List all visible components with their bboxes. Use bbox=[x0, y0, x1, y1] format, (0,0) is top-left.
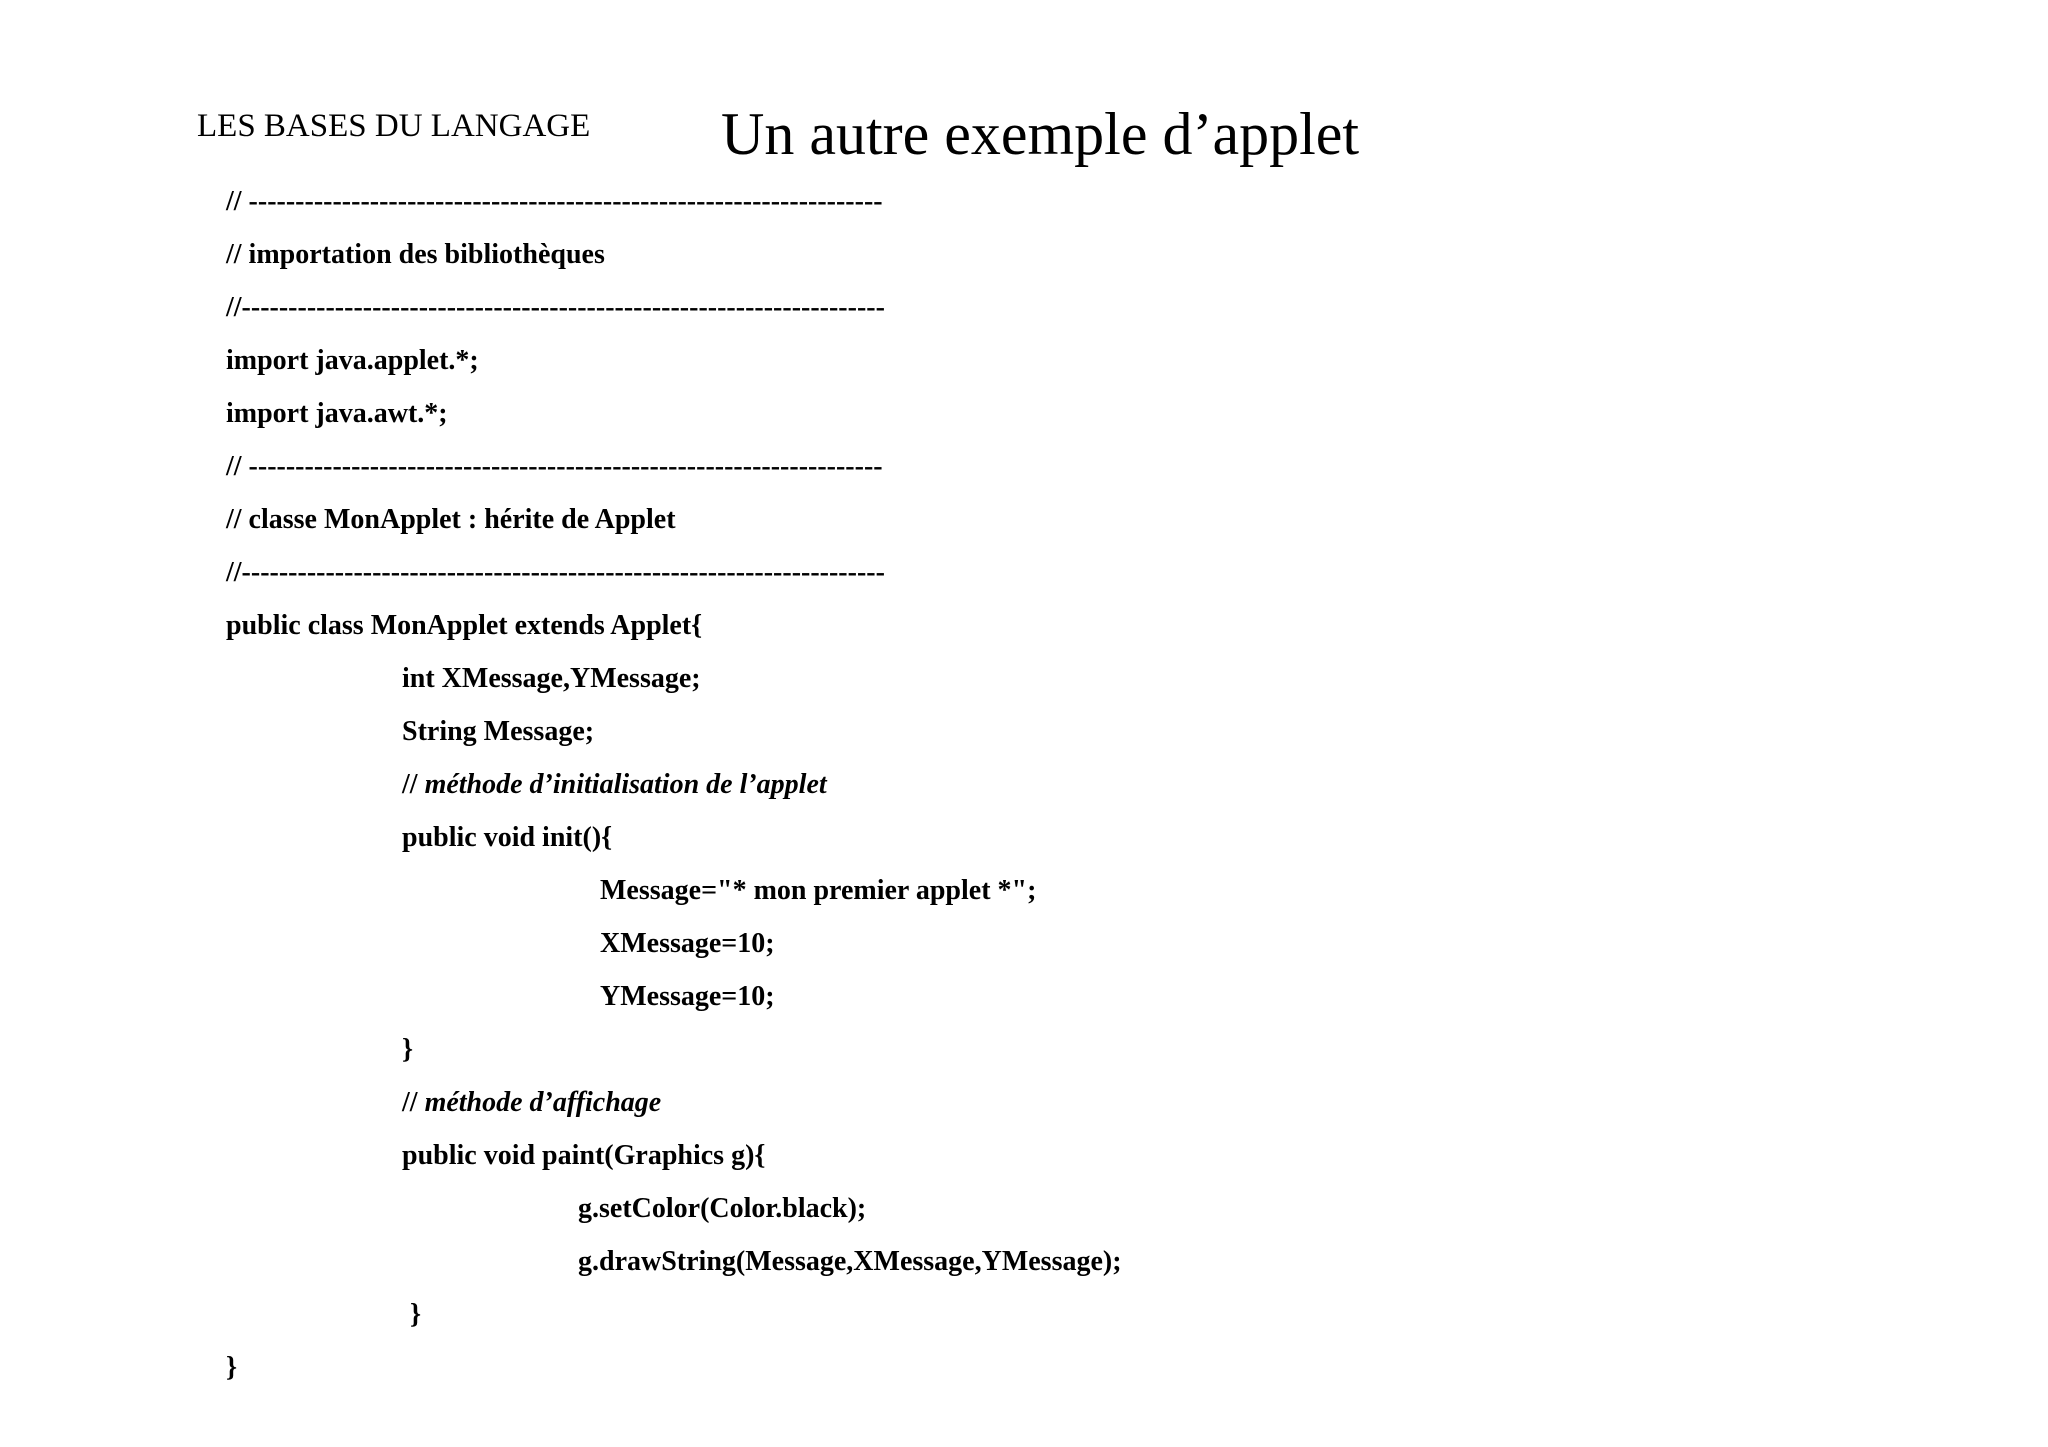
field-declaration-string: String Message; bbox=[402, 716, 595, 747]
close-brace-class: } bbox=[226, 1352, 238, 1383]
comment-paint bbox=[402, 1085, 661, 1121]
set-color-call: g.setColor(Color.black); bbox=[578, 1193, 867, 1224]
comment-prefix: // bbox=[402, 1087, 425, 1118]
slide-title: Un autre exemple d’applet bbox=[721, 101, 1360, 167]
assign-y: YMessage=10; bbox=[600, 981, 775, 1012]
field-declaration-ints: int XMessage,YMessage; bbox=[402, 663, 701, 694]
separator-line: // -------------------------------------------------------------------- bbox=[226, 186, 883, 217]
separator-line: //--------------------------------------------------------------------- bbox=[226, 557, 885, 588]
comment-text: méthode d’initialisation de l’applet bbox=[424, 769, 827, 800]
section-label: LES BASES DU LANGAGE bbox=[197, 108, 591, 144]
init-method-declaration: public void init(){ bbox=[402, 822, 613, 853]
class-declaration: public class MonApplet extends Applet{ bbox=[226, 610, 703, 641]
comment-imports: // importation des bibliothèques bbox=[226, 239, 605, 270]
assign-x: XMessage=10; bbox=[600, 928, 775, 959]
draw-string-call: g.drawString(Message,XMessage,YMessage); bbox=[578, 1246, 1122, 1277]
close-brace-init: } bbox=[402, 1034, 414, 1065]
close-brace-paint: } bbox=[410, 1299, 422, 1330]
comment-class: // classe MonApplet : hérite de Applet bbox=[226, 504, 676, 535]
comment-text: méthode d’affichage bbox=[424, 1087, 662, 1118]
assign-message: Message="* mon premier applet *"; bbox=[600, 875, 1037, 906]
separator-line: // -------------------------------------------------------------------- bbox=[226, 451, 883, 482]
comment-prefix: // bbox=[402, 769, 425, 800]
import-applet: import java.applet.*; bbox=[226, 345, 479, 376]
import-awt: import java.awt.*; bbox=[226, 398, 448, 429]
paint-method-declaration: public void paint(Graphics g){ bbox=[402, 1140, 766, 1171]
comment-init bbox=[402, 767, 827, 803]
separator-line: //--------------------------------------------------------------------- bbox=[226, 292, 885, 323]
